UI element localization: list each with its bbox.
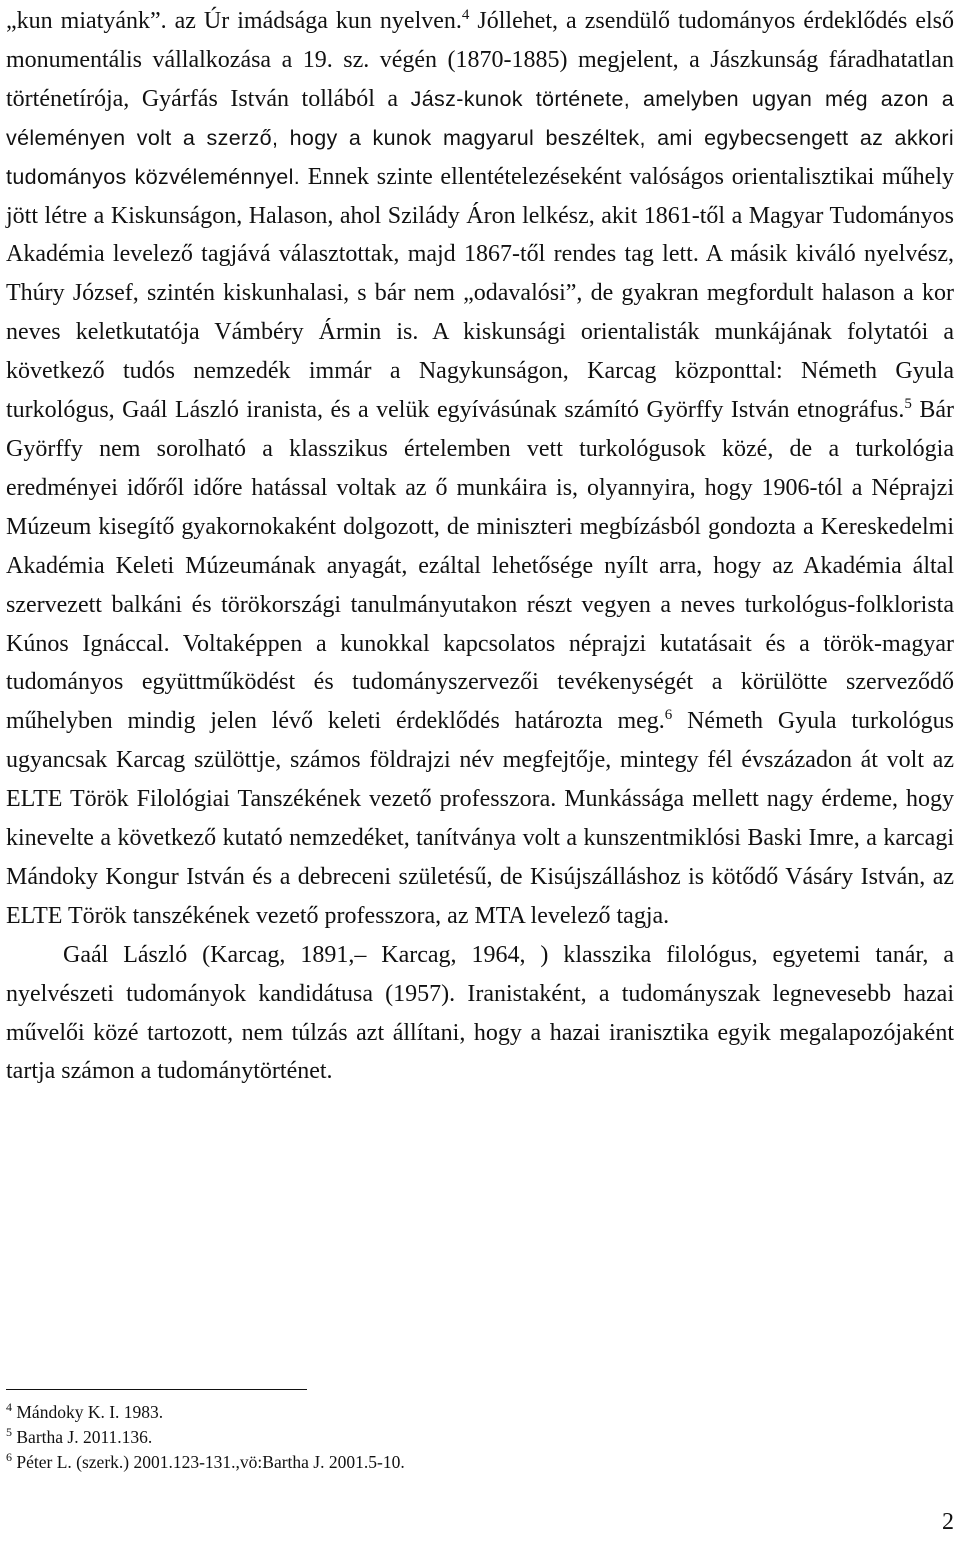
- text-run: Ennek szinte ellentételezéseként valóságos orientalisztikai műhely jött létre a Kiskunságon, Halason, ahol Szilády Áron lelkész, akit 1861-től a Magyar Tudományos Akadémia levelező tagjává választottak, majd 1867-től rendes tag lett. A másik kiváló nyelvész, Thúry József, szintén kiskunhalasi, s bár nem „odavalósi”, de gyakran megfordult halason a kor neves keletkutatója Vámbéry Ármin is. A kiskunsági orientalisták munkájának folytatói a következő tudós nemzedék immár a Nagykunságon, Karcag központtal: Németh Gyula turkológus, Gaál László iranista, és a velük egyívásúnak számító Györffy István etnográfus.: [6, 163, 954, 424]
- footnote-4: [6, 1400, 405, 1425]
- footnote-text: Péter L. (szerk.) 2001.123-131.,vö:Bartha J. 2001.5-10.: [12, 1452, 405, 1472]
- book-title-sans: Jász-kunok története, amelyben ugyan még azon a véleményen volt a szerző, hogy a kunok magyarul beszéltek, ami egybecsengett az akkori tudományos közvéleménnyel.: [6, 86, 954, 189]
- text-run: Németh Gyula turkológus ugyancsak Karcag szülöttje, számos földrajzi név megfejtője, mintegy fél évszázadon át volt az ELTE Török Filológiai Tanszékének vezető professzora. Munkássága mellett nagy érdeme, hogy kinevelte a következő kutató nemzedéket, tanítványa volt a kunszentmiklósi Baski Imre, a karcagi Mándoky Kongur István és a debreceni születésű, de Kisújszálláshoz is kötődő Vásáry István, az ELTE Török tanszékének vezető professzora, az MTA levelező tagja.: [6, 708, 954, 929]
- footnote-reference-4[interactable]: 4: [461, 7, 470, 23]
- text-run: „kun miatyánk”. az Úr imádsága kun nyelven.: [6, 8, 462, 34]
- footnote-mark: 5: [6, 1425, 12, 1439]
- page-number: 2: [942, 1509, 954, 1535]
- footnote-5: [6, 1425, 405, 1450]
- footnote-reference-5[interactable]: 5: [904, 396, 912, 413]
- paragraph-gaal-laszlo: Gaál László (Karcag, 1891,– Karcag, 1964, ) klasszika filológus, egyetemi tanár, a nyelvészeti tudományok kandidátusa (1957). Iranistaként, a tudományszak legnevesebb hazai művelői közé tartozott, nem túlzás azt állítani, hogy a hazai iranisztika egyik megalapozójaként tartja számon a tudománytörténet.: [6, 941, 954, 1085]
- text-run: Bár Györffy nem sorolható a klasszikus értelemben vett turkológusok közé, de a turkológia eredményei időről időre hatással voltak az ő munkáira is, olyannyira, hogy 1906-tól a Néprajzi Múzeum kisegítő gyakornokaként dolgozott, de miniszteri megbízásból gondozta a Kereskedelmi Akadémia Keleti Múzeumának anyagát, ezáltal lehetősége nyílt arra, hogy az Akadémia által szervezett balkáni és törökországi tanulmányutakon részt vegyen a neves turkológus-folklorista Kúnos Ignáccal. Voltaképpen a kunokkal kapcsolatos néprajzi kutatásait és a török-magyar tudományos együttműködést és tudományszervezői tevékenységét a körülötte szerveződő műhelyben mindig jelen lévő keleti érdeklődés határozta meg.: [6, 397, 954, 735]
- paragraph-gyarfas-history: [6, 2, 954, 936]
- text-run: Jóllehet, a zsendülő tudományos érdeklődés első monumentális vállalkozása a 19. sz. végén (1870-1885) megjelent, a Jászkunság fáradhatatlan történetírója, Gyárfás István tollából a: [6, 8, 954, 112]
- footnote-mark: 6: [6, 1450, 12, 1464]
- document-page: [6, 0, 954, 1545]
- footnote-6: [6, 1450, 405, 1475]
- footnote-separator: [6, 1389, 307, 1390]
- footnote-text: Bartha J. 2011.136.: [12, 1427, 153, 1447]
- footnote-text: Mándoky K. I. 1983.: [12, 1402, 164, 1422]
- footnotes: [6, 1400, 405, 1475]
- body-text: [6, 0, 954, 1091]
- footnote-mark: 4: [6, 1400, 12, 1414]
- footnote-reference-6[interactable]: 6: [664, 707, 673, 724]
